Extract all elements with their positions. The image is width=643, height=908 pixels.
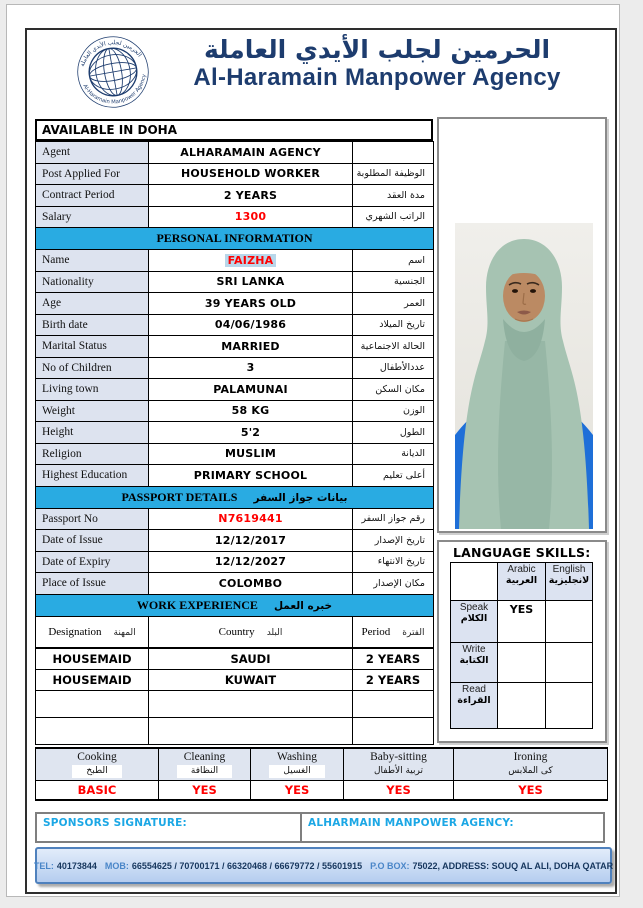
column-header: Country البلد <box>149 616 353 648</box>
field-label: Height <box>36 422 149 444</box>
agency-signature-label: ALHARMAIN MANPOWER AGENCY: <box>308 817 514 829</box>
skills-values-row <box>36 780 608 800</box>
field-label-ar: مكان السكن <box>353 379 434 401</box>
field-label: Date of Issue <box>36 530 149 552</box>
biodata-table <box>35 141 434 745</box>
table-row <box>36 314 434 336</box>
work-designation: HOUSEMAID <box>36 648 149 669</box>
available-banner: AVAILABLE IN DOHA <box>35 119 433 141</box>
field-label: Salary <box>36 206 149 228</box>
section-title-ar: خبره العمل <box>273 599 333 612</box>
field-label-ar: العمر <box>353 293 434 315</box>
section-title-en: WORK EXPERIENCE <box>136 597 258 612</box>
field-value: PALAMUNAI <box>149 379 353 401</box>
field-label: Place of Issue <box>36 573 149 595</box>
field-value: ALHARAMAIN AGENCY <box>149 142 353 164</box>
skill-value: BASIC <box>36 780 159 800</box>
field-value: MUSLIM <box>149 443 353 465</box>
field-label: Living town <box>36 379 149 401</box>
field-label-ar: تاريخ الانتهاء <box>353 551 434 573</box>
skill-value: YES <box>344 780 454 800</box>
field-label-ar: تاريخ الميلاد <box>353 314 434 336</box>
field-label: Post Applied For <box>36 163 149 185</box>
work-columns-header <box>36 616 434 648</box>
language-column-arabic: Arabic العربية <box>498 563 546 601</box>
pobox-label: P.O BOX: <box>370 860 410 871</box>
work-country <box>149 717 353 744</box>
table-row <box>36 185 434 207</box>
field-value: 39 YEARS OLD <box>149 293 353 315</box>
field-label: Marital Status <box>36 336 149 358</box>
field-label-ar: تاريخ الإصدار <box>353 530 434 552</box>
table-row <box>36 142 434 164</box>
table-row <box>36 443 434 465</box>
section-title: PERSONAL INFORMATION <box>36 228 434 250</box>
field-value: 5'2 <box>149 422 353 444</box>
language-value: YES <box>498 601 546 643</box>
field-label-ar: مدة العقد <box>353 185 434 207</box>
field-value: 04/06/1986 <box>149 314 353 336</box>
field-value: 3 <box>149 357 353 379</box>
skills-table <box>35 747 608 801</box>
language-row-label: Speak الكلام <box>451 601 498 643</box>
signature-section <box>35 812 605 843</box>
field-value: PRIMARY SCHOOL <box>149 465 353 487</box>
field-label-ar: الحالة الاجتماعية <box>353 336 434 358</box>
section-header-work <box>36 594 434 616</box>
section-header-personal <box>36 228 434 250</box>
field-label: No of Children <box>36 357 149 379</box>
agency-titles <box>165 34 589 90</box>
field-label-ar: الطول <box>353 422 434 444</box>
table-row <box>36 465 434 487</box>
table-row <box>36 336 434 358</box>
field-label: Contract Period <box>36 185 149 207</box>
work-experience-row <box>36 648 434 669</box>
field-value: 58 KG <box>149 400 353 422</box>
field-label: Passport No <box>36 508 149 530</box>
field-label-ar: الجنسية <box>353 271 434 293</box>
field-label-ar: رقم جواز السفر <box>353 508 434 530</box>
skills-header-row <box>36 748 608 780</box>
work-period: 2 YEARS <box>353 648 434 669</box>
table-row <box>36 163 434 185</box>
language-skills-box <box>437 540 607 743</box>
language-header-row <box>451 563 593 601</box>
field-label: Date of Expiry <box>36 551 149 573</box>
photo-frame <box>437 117 607 533</box>
table-row <box>36 573 434 595</box>
skill-value: YES <box>251 780 344 800</box>
column-header: Designation المهنة <box>36 616 149 648</box>
work-period: 2 YEARS <box>353 669 434 690</box>
name-highlight: FAIZHA <box>225 254 277 267</box>
field-value <box>149 250 353 272</box>
mob-value: 66554625 / 70700171 / 66320468 / 66679772 / 55601915 <box>131 860 363 871</box>
field-label-ar: الوظيفة المطلوبة <box>353 163 434 185</box>
table-row <box>36 357 434 379</box>
field-label-ar: مكان الإصدار <box>353 573 434 595</box>
agency-title-arabic: الحرمين لجلب الأيدي العاملة <box>203 35 551 64</box>
field-value: HOUSEHOLD WORKER <box>149 163 353 185</box>
skill-header-washing: Washing الغسيل <box>251 748 344 780</box>
pobox-value: 75022, ADDRESS: SOUQ AL ALI, DOHA QATAR <box>412 860 614 871</box>
field-value: 1300 <box>149 206 353 228</box>
skill-header-ironing: Ironing كى الملابس <box>454 748 608 780</box>
column-header: Period الفترة <box>353 616 434 648</box>
work-experience-row-empty <box>36 717 434 744</box>
field-value: 12/12/2027 <box>149 551 353 573</box>
table-row <box>36 530 434 552</box>
field-value: 12/12/2017 <box>149 530 353 552</box>
table-row <box>36 271 434 293</box>
contact-footer-bar <box>35 847 612 884</box>
field-label: Weight <box>36 400 149 422</box>
field-value: 2 YEARS <box>149 185 353 207</box>
skill-value: YES <box>454 780 608 800</box>
language-skills-title: LANGUAGE SKILLS: <box>453 545 591 560</box>
work-experience-row-empty <box>36 690 434 717</box>
section-title-ar: بيانات جواز السفر <box>253 491 348 504</box>
field-label-ar: عددالأطفال <box>353 357 434 379</box>
field-label: Agent <box>36 142 149 164</box>
table-row <box>36 293 434 315</box>
table-row <box>36 508 434 530</box>
table-row <box>36 551 434 573</box>
skill-header-babysitting: Baby-sitting تربية الأطفال <box>344 748 454 780</box>
work-period <box>353 690 434 717</box>
language-value <box>498 643 546 683</box>
work-country: KUWAIT <box>149 669 353 690</box>
language-value <box>498 683 546 729</box>
table-row <box>36 400 434 422</box>
agency-title-english: Al-Haramain Manpower Agency <box>193 64 561 92</box>
field-label-ar: اسم <box>353 250 434 272</box>
agency-globe-logo-icon <box>65 32 161 112</box>
language-row-label: Write الكتابة <box>451 643 498 683</box>
field-value: COLOMBO <box>149 573 353 595</box>
language-row-label: Read القراءة <box>451 683 498 729</box>
table-row <box>36 422 434 444</box>
logo-arc-text-ar: الحرمين لجلب الأيدي العاملة <box>79 40 143 68</box>
content-frame <box>25 28 617 894</box>
language-column-english: English لانجليزية <box>546 563 593 601</box>
section-header-passport <box>36 486 434 508</box>
section-title-en: PASSPORT DETAILS <box>121 489 238 504</box>
field-label-ar: أعلى تعليم <box>353 465 434 487</box>
field-label: Age <box>36 293 149 315</box>
language-value <box>546 683 593 729</box>
skill-header-cleaning: Cleaning النظافة <box>159 748 251 780</box>
field-label: Birth date <box>36 314 149 336</box>
logo-arc-text-en: Al-Haramain Manpower Agency <box>81 73 148 106</box>
section-title <box>36 594 434 616</box>
language-row-write <box>451 643 593 683</box>
table-row <box>36 250 434 272</box>
field-label-ar: الديانة <box>353 443 434 465</box>
mob-label: MOB: <box>104 860 129 871</box>
tel-value: 40173844 <box>56 860 97 871</box>
field-value: N7619441 <box>149 508 353 530</box>
document-page <box>6 4 620 897</box>
table-row <box>36 379 434 401</box>
field-label: Highest Education <box>36 465 149 487</box>
language-value <box>546 601 593 643</box>
skill-value: YES <box>159 780 251 800</box>
field-value: SRI LANKA <box>149 271 353 293</box>
field-label-ar: الراتب الشهري <box>353 206 434 228</box>
field-label-ar <box>353 142 434 164</box>
work-designation: HOUSEMAID <box>36 669 149 690</box>
table-row <box>36 206 434 228</box>
work-country: SAUDI <box>149 648 353 669</box>
section-title <box>36 486 434 508</box>
sponsor-signature-label: SPONSORS SIGNATURE: <box>37 814 302 841</box>
field-label: Name <box>36 250 149 272</box>
work-experience-row <box>36 669 434 690</box>
field-label-ar: الوزن <box>353 400 434 422</box>
applicant-portrait-photo <box>455 223 593 529</box>
agency-header <box>27 30 615 112</box>
language-row-read <box>451 683 593 729</box>
language-corner-cell <box>451 563 498 601</box>
language-row-speak <box>451 601 593 643</box>
work-designation <box>36 690 149 717</box>
work-country <box>149 690 353 717</box>
field-value: MARRIED <box>149 336 353 358</box>
work-period <box>353 717 434 744</box>
field-label: Nationality <box>36 271 149 293</box>
tel-label: TEL: <box>33 860 54 871</box>
language-skills-table <box>450 562 593 729</box>
skill-header-cooking: Cooking الطبخ <box>36 748 159 780</box>
work-designation <box>36 717 149 744</box>
language-value <box>546 643 593 683</box>
field-label: Religion <box>36 443 149 465</box>
